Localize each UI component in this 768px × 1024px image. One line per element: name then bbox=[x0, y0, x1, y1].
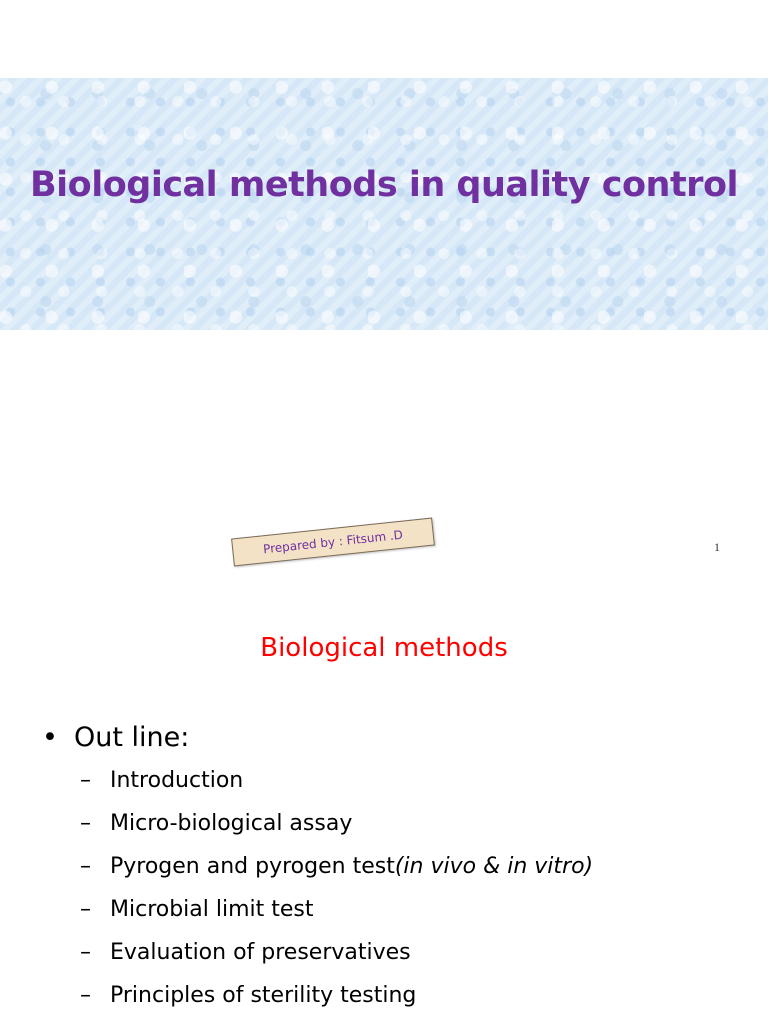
list-item bbox=[80, 854, 593, 897]
page-number: 1 bbox=[714, 540, 720, 554]
list-item-text: Principles of sterility testing bbox=[110, 983, 417, 1008]
list-item bbox=[80, 940, 593, 983]
list-item bbox=[80, 897, 593, 940]
list-item bbox=[80, 811, 593, 854]
slide-2 bbox=[0, 586, 768, 1024]
author-stamp bbox=[231, 518, 435, 567]
outline-label: Out line: bbox=[74, 722, 190, 753]
list-item-text: Evaluation of preservatives bbox=[110, 940, 411, 965]
list-item-text: Introduction bbox=[110, 768, 244, 793]
outline-list bbox=[80, 768, 593, 1024]
list-item-italic-note: (in vivo & in vitro) bbox=[394, 854, 594, 879]
list-item bbox=[80, 768, 593, 811]
section-heading: Biological methods bbox=[260, 633, 508, 663]
list-item-text: Microbial limit test bbox=[110, 897, 314, 922]
list-item-text: Micro-biological assay bbox=[110, 811, 353, 836]
dash-icon: – bbox=[80, 897, 91, 922]
author-note: Prepared by : Fitsum .D bbox=[262, 527, 404, 557]
bullet-icon: • bbox=[42, 722, 58, 753]
list-item-text: Pyrogen and pyrogen test bbox=[110, 854, 395, 879]
dash-icon: – bbox=[80, 811, 91, 836]
dash-icon: – bbox=[80, 854, 91, 879]
outline-heading bbox=[42, 722, 189, 753]
dash-icon: – bbox=[80, 983, 91, 1008]
list-item bbox=[80, 983, 593, 1024]
dash-icon: – bbox=[80, 768, 91, 793]
slide-title: Biological methods in quality control bbox=[30, 165, 738, 205]
dash-icon: – bbox=[80, 940, 91, 965]
